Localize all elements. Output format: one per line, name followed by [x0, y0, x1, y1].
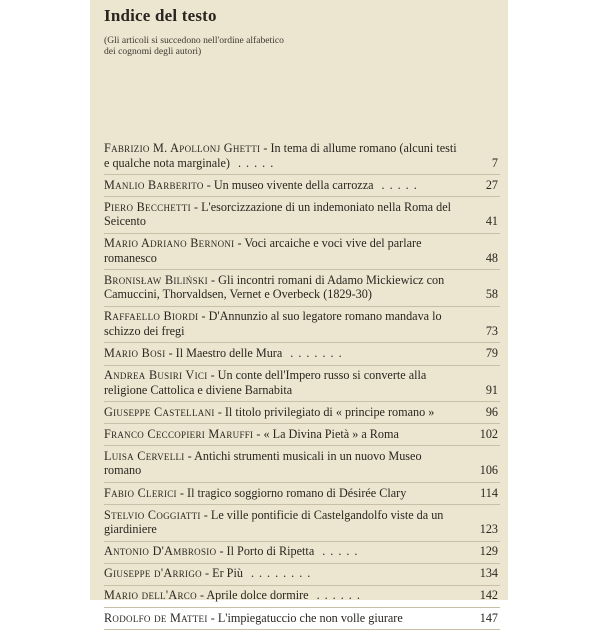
entry-title: Un conte dell'Impero russo si converte alla religione Cattolica e diviene Barnabita — [104, 368, 427, 397]
entry-page-number: 123 — [479, 522, 498, 537]
entry-author: Rodolfo de Mattei — [104, 610, 208, 625]
entry-author: Mario dell'Arco — [104, 588, 197, 603]
toc-entry: Rodolfo de Mattei - L'impiegatuccio che non volle giurare 147 — [104, 611, 500, 631]
entry-title: L'esorcizzazione di un indemoniato nella Roma del Seicento — [104, 199, 452, 229]
toc-entry: Manlio Barberito - Un museo vivente della carrozza ..... 27 — [104, 178, 500, 198]
entry-title: Il titolo privilegiato di « principe romano » — [224, 404, 435, 419]
toc-entry: Luisa Cervelli - Antichi strumenti musicali in un nuovo Museo romano 106 — [104, 449, 500, 483]
entry-page-number: 73 — [485, 323, 498, 338]
entry-title: Il tragico soggiorno romano di Désirée Clary — [187, 485, 407, 500]
entry-page-number: 102 — [479, 426, 498, 441]
entry-page-number: 48 — [485, 250, 498, 265]
entry-title: Un museo vivente della carrozza — [213, 177, 374, 192]
toc-entry: Andrea Busiri Vici - Un conte dell'Impero russo si converte alla religione Cattolica e diviene Barnabita 91 — [104, 368, 500, 402]
toc-entry: Mario dell'Arco - Aprile dolce dormire ...... 142 — [104, 588, 500, 608]
entry-leader-dots: ..... — [238, 155, 279, 170]
entry-title: Voci arcaiche e voci vive del parlare romanesco — [104, 236, 422, 265]
subtitle-line: (Gli articoli si succedono nell'ordine alfabetico — [104, 35, 284, 46]
entry-page-number: 91 — [485, 382, 498, 397]
entry-author: Luisa Cervelli — [104, 448, 185, 463]
entry-title: In tema di allume romano (alcuni testi e qualche nota marginale) — [104, 141, 457, 170]
entry-title: D'Annunzio al suo legatore romano mandava lo schizzo dei fregi — [104, 309, 442, 338]
entry-title: Aprile dolce dormire — [206, 588, 309, 603]
entry-title: Antichi strumenti musicali in un nuovo Museo romano — [104, 448, 422, 478]
toc-entry: Fabio Clerici - Il tragico soggiorno romano di Désirée Clary 114 — [104, 486, 500, 506]
entry-title: « La Divina Pietà » a Roma — [263, 426, 399, 441]
subtitle-line: dei cognomi degli autori) — [104, 46, 202, 57]
entry-title: Le ville pontificie di Castelgandolfo viste da un giardiniere — [104, 507, 444, 537]
entry-page-number: 142 — [479, 588, 498, 603]
entry-leader-dots: ..... — [381, 177, 422, 192]
toc-entry: Giuseppe d'Arrigo - Er Più ........ 134 — [104, 566, 500, 586]
entry-author: Fabio Clerici — [104, 485, 177, 500]
entry-leader-dots: ...... — [316, 588, 365, 603]
entry-author: Stelvio Coggiatti — [104, 507, 201, 522]
entry-page-number: 129 — [479, 544, 498, 559]
entry-author: Giuseppe d'Arrigo — [104, 566, 202, 581]
page-title: Indice del testo — [104, 6, 217, 25]
entry-author: Fabrizio M. Apollonj Ghetti — [104, 141, 261, 155]
entry-page-number: 79 — [485, 346, 498, 361]
toc-entry: Fabrizio M. Apollonj Ghetti - In tema di allume romano (alcuni testi e qualche nota marginale) ..... 7 — [104, 141, 500, 175]
toc-entry: Mario Adriano Bernoni - Voci arcaiche e voci vive del parlare romanesco 48 — [104, 236, 500, 270]
entry-title: Gli incontri romani di Adamo Mickiewicz con Camuccini, Thorvaldsen, Vernet e Overbeck (1829-30) — [104, 272, 445, 302]
entry-page-number: 147 — [479, 610, 498, 625]
entry-author: Mario Adriano Bernoni — [104, 236, 235, 251]
entry-author: Antonio D'Ambrosio — [104, 544, 217, 559]
table-of-contents — [104, 141, 500, 633]
entry-title: L'impiegatuccio che non volle giurare — [217, 610, 403, 625]
toc-entry: Raffaello Biordi - D'Annunzio al suo legatore romano mandava lo schizzo dei fregi 73 — [104, 309, 500, 343]
entry-title: Il Maestro delle Mura — [175, 346, 283, 361]
toc-entry: Stelvio Coggiatti - Le ville pontificie di Castelgandolfo viste da un giardiniere 123 — [104, 508, 500, 542]
toc-entry: Franco Ceccopieri Maruffi - « La Divina Pietà » a Roma 102 — [104, 427, 500, 447]
entry-page-number: 114 — [480, 485, 498, 500]
entry-page-number: 27 — [485, 177, 498, 192]
entry-leader-dots: ........ — [250, 566, 316, 581]
toc-entry: Giuseppe Castellani - Il titolo privilegiato di « principe romano » 96 — [104, 405, 500, 425]
entry-leader-dots: ..... — [322, 544, 363, 559]
toc-entry: Antonio D'Ambrosio - Il Porto di Ripetta ..... 129 — [104, 544, 500, 564]
entry-page-number: 41 — [485, 214, 498, 229]
entry-author: Mario Bosi — [104, 346, 166, 361]
entry-author: Manlio Barberito — [104, 177, 204, 192]
entry-author: Franco Ceccopieri Maruffi — [104, 426, 254, 441]
entry-page-number: 106 — [479, 463, 498, 478]
entry-page-number: 96 — [485, 404, 498, 419]
entry-title: Er Più — [212, 566, 243, 581]
entry-author: Piero Becchetti — [104, 199, 191, 214]
entry-author: Giuseppe Castellani — [104, 404, 215, 419]
page-subtitle — [104, 35, 344, 57]
entry-author: Bronisław Biliński — [104, 272, 208, 287]
entry-leader-dots: ....... — [290, 346, 347, 361]
toc-entry: Piero Becchetti - L'esorcizzazione di un indemoniato nella Roma del Seicento 41 — [104, 200, 500, 234]
toc-entry: Mario Bosi - Il Maestro delle Mura ....... 79 — [104, 346, 500, 366]
entry-author: Andrea Busiri Vici — [104, 368, 208, 383]
entry-page-number: 58 — [485, 287, 498, 302]
entry-author: Raffaello Biordi — [104, 309, 199, 324]
entry-title: Il Porto di Ripetta — [226, 544, 315, 559]
entry-page-number: 134 — [479, 566, 498, 581]
entry-page-number: 7 — [491, 155, 498, 170]
toc-entry: Bronisław Biliński - Gli incontri romani di Adamo Mickiewicz con Camuccini, Thorvaldsen, Vernet e Overbeck (1829-30) 58 — [104, 273, 500, 307]
